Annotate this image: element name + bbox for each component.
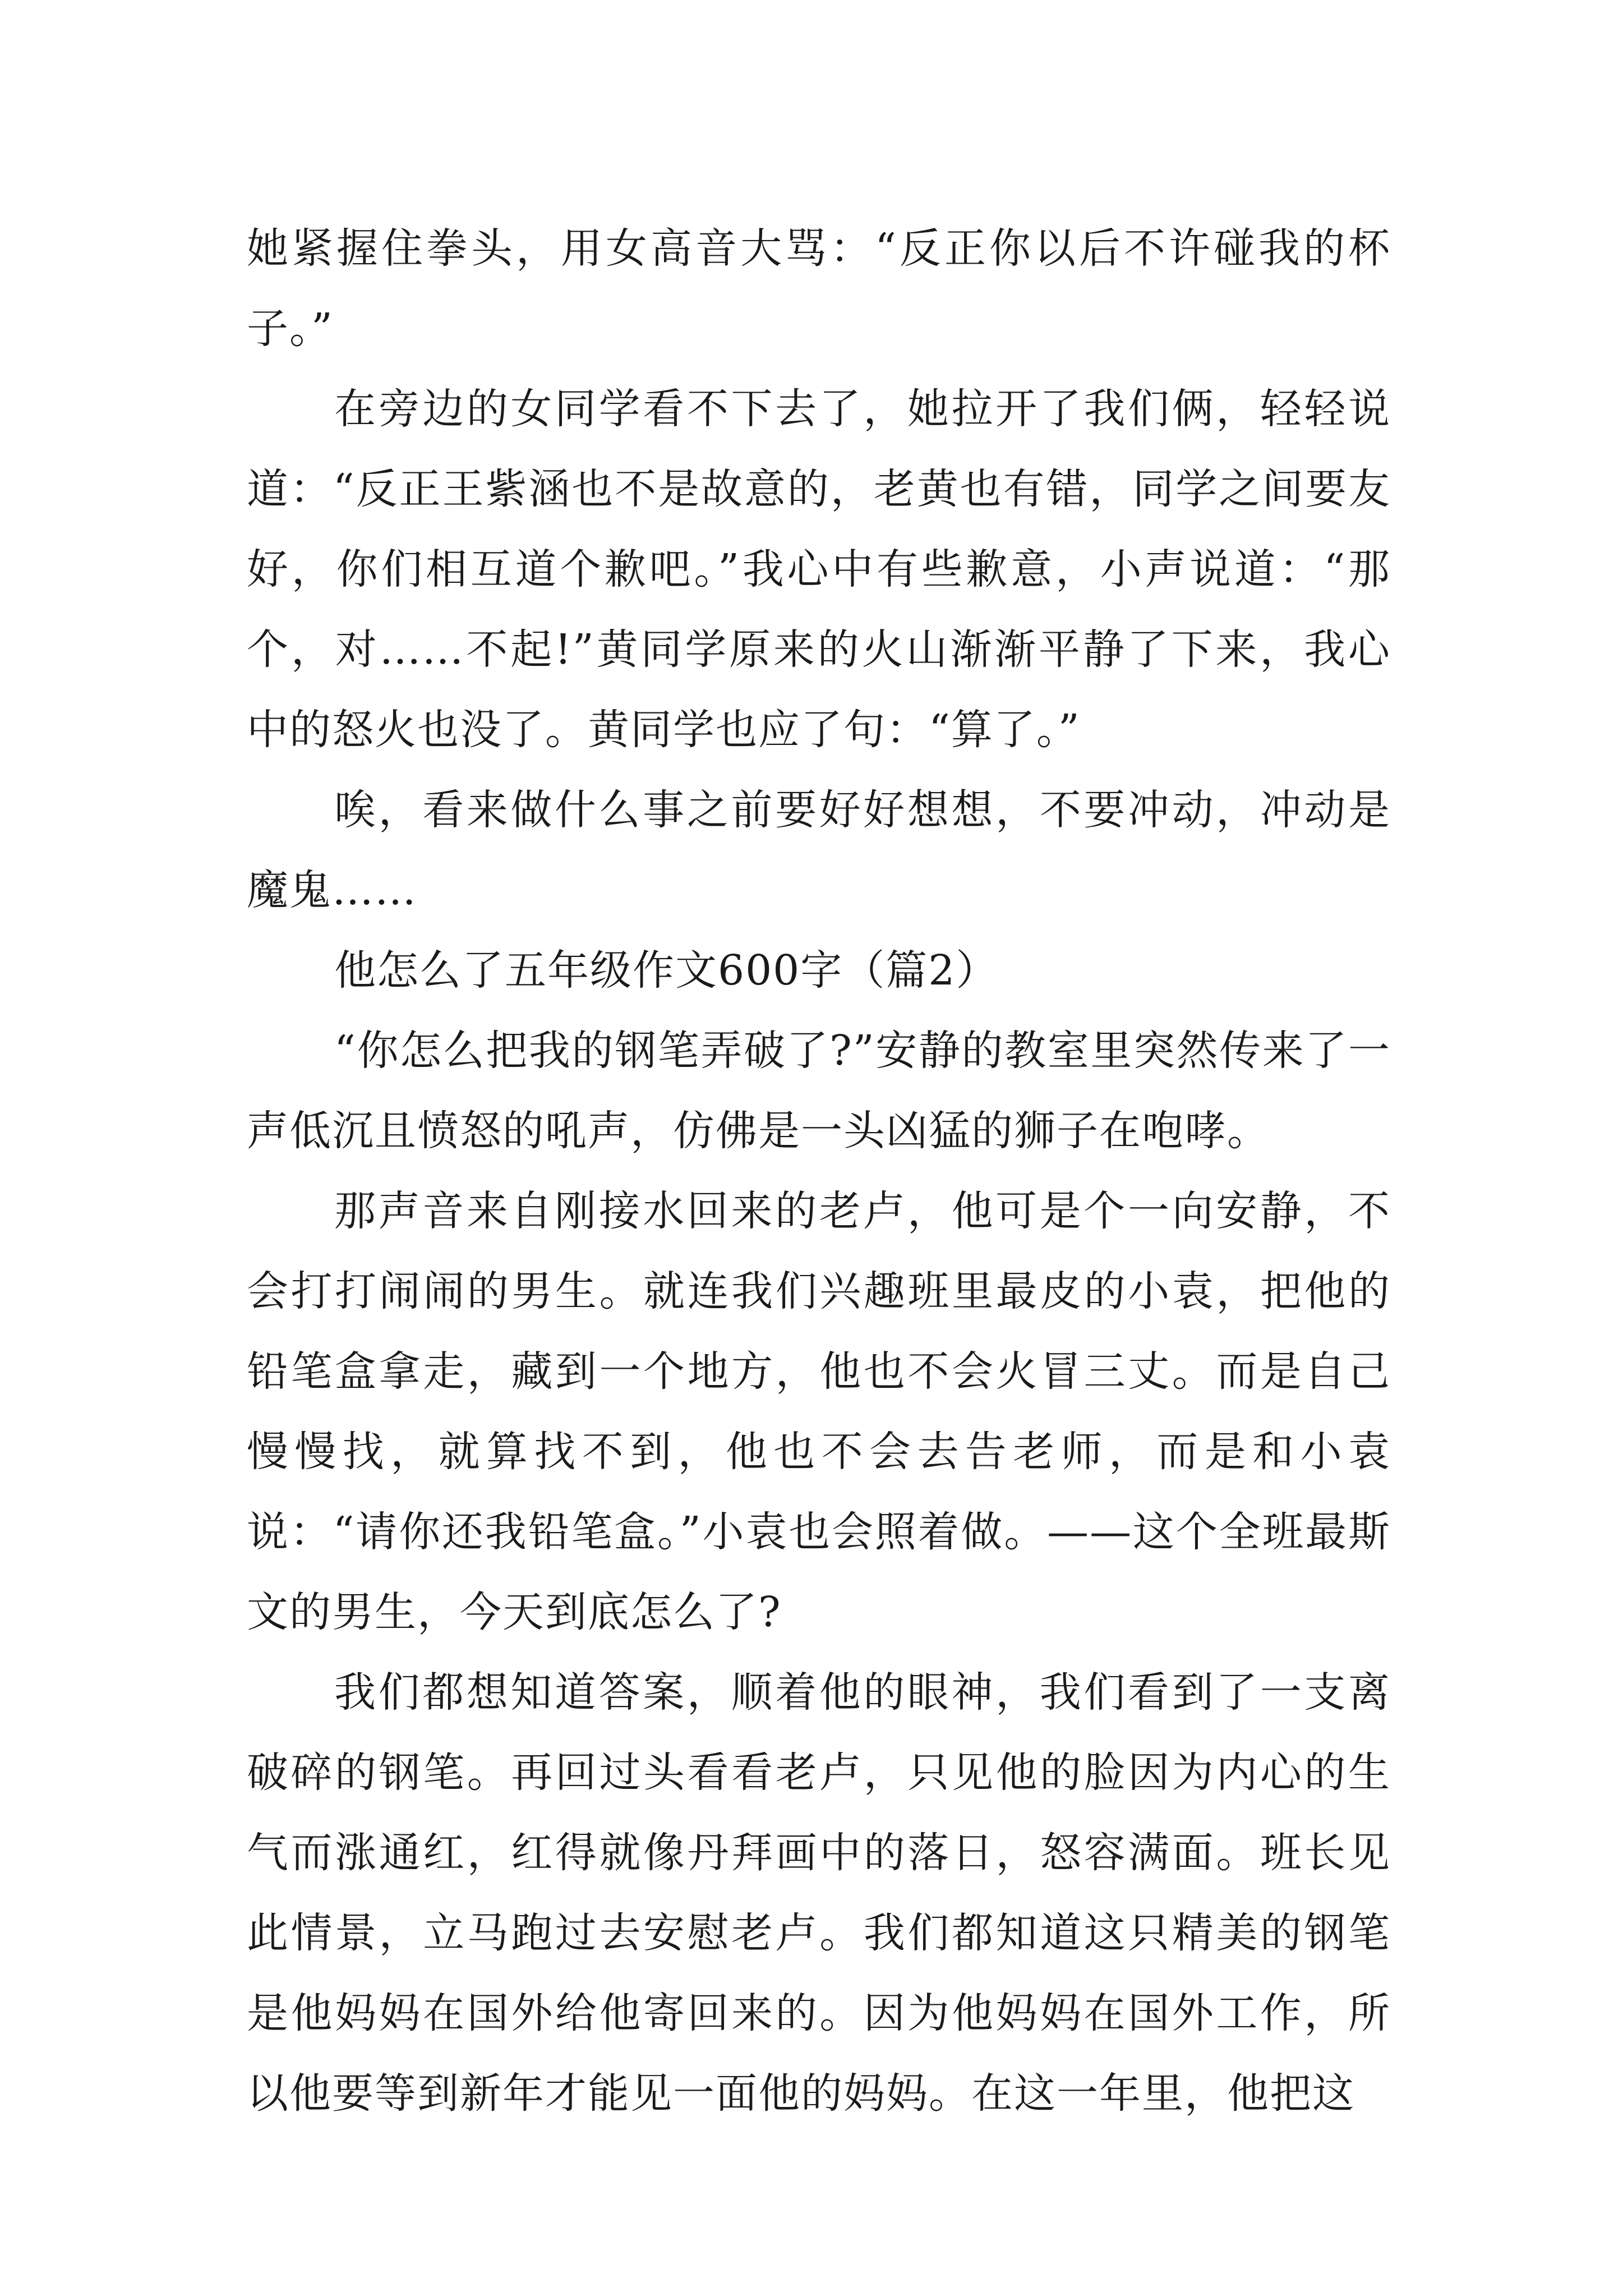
paragraph-6: 我们都想知道答案，顺着他的眼神，我们看到了一支离破碎的钢笔。再回过头看看老卢，只见他的脸因为内心的生气而涨通红，红得就像丹拜画中的落日，怒容满面。班长见此情景，立马跑过去安慰老卢。我们都知道这只精美的钢笔是他妈妈在国外给他寄回来的。因为他妈妈在国外工作，所以他要等到新年才能见一面他的妈妈。在这一年里，他把这 xyxy=(247,1668,1391,2118)
section-heading: 他怎么了五年级作文600字（篇2） xyxy=(334,946,999,995)
paragraph-4: “你怎么把我的钢笔弄破了?”安静的教室里突然传来了一声低沉且愤怒的吼声，仿佛是一头凶猛的狮子在咆哮。 xyxy=(247,1027,1391,1155)
paragraph-1: 她紧握住拳头，用女高音大骂：“反正你以后不许碰我的杯子。” xyxy=(247,224,1391,353)
paragraph-3: 唉，看来做什么事之前要好好想想，不要冲动，冲动是魔鬼…… xyxy=(247,786,1391,914)
paragraph-5: 那声音来自刚接水回来的老卢，他可是个一向安静，不会打打闹闹的男生。就连我们兴趣班里最皮的小袁，把他的铅笔盒拿走，藏到一个地方，他也不会火冒三丈。而是自己慢慢找，就算找不到，他也不会去告老师，而是和小袁说：“请你还我铅笔盒。”小袁也会照着做。——这个全班最斯文的男生，今天到底怎么了? xyxy=(247,1187,1391,1636)
paragraph-2: 在旁边的女同学看不下去了，她拉开了我们俩，轻轻说道：“反正王紫涵也不是故意的，老黄也有错，同学之间要友好，你们相互道个歉吧。”我心中有些歉意，小声说道：“那个，对……不起!”黄同学原来的火山渐渐平静了下来，我心中的怒火也没了。黄同学也应了句：“算了。” xyxy=(247,385,1391,754)
document-body xyxy=(247,209,1391,2134)
